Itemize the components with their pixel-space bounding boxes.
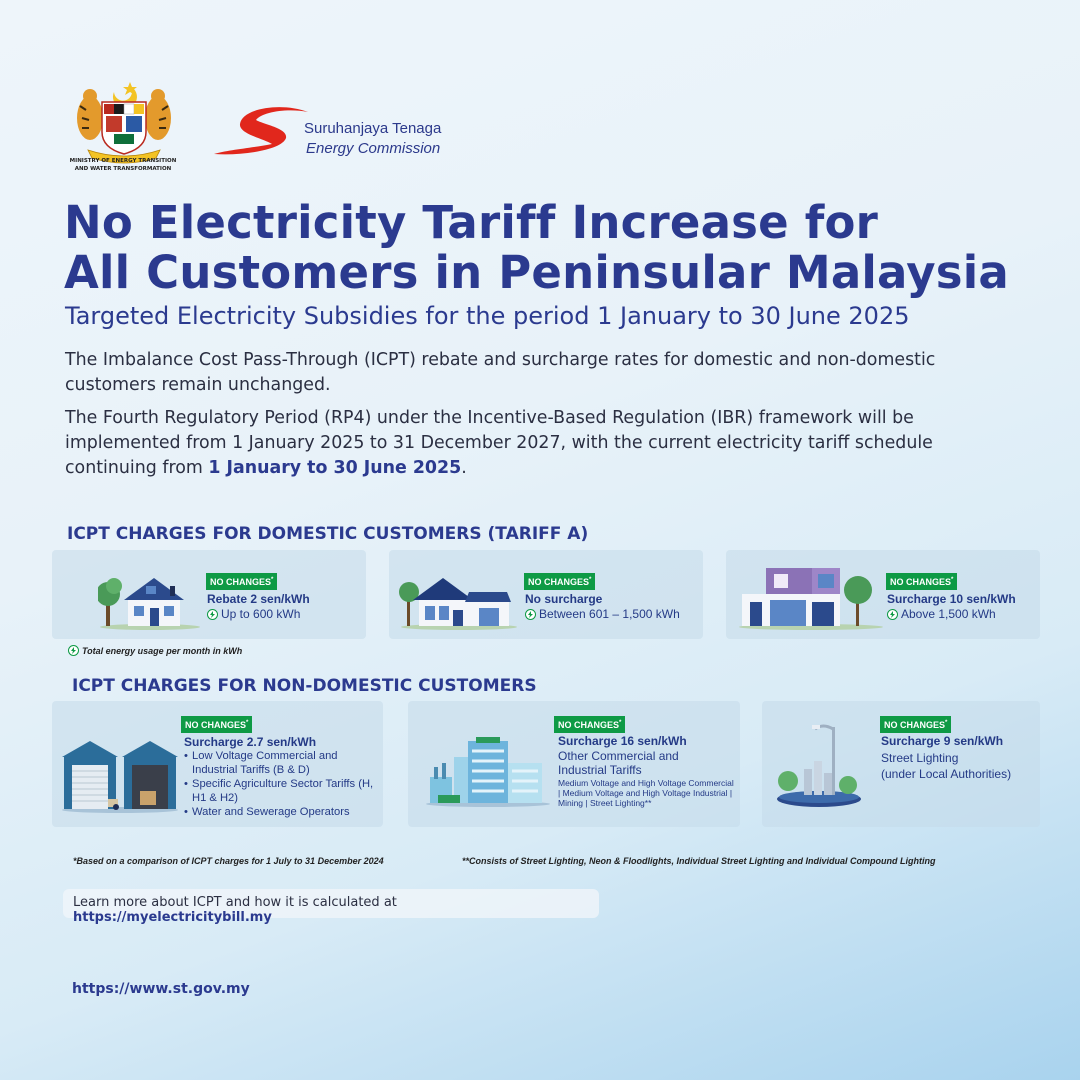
large-house-icon — [738, 564, 884, 630]
no-changes-badge: NO CHANGES* — [206, 573, 277, 590]
lightning-icon — [887, 609, 898, 620]
page-title — [64, 198, 1054, 298]
ministry-name: MINISTRY OF ENERGY TRANSITION AND WATER TRANSFORMATION — [69, 158, 177, 172]
nondomestic-small-2: Medium Voltage and High Voltage Commercial | Medium Voltage and High Voltage Industrial | Mining | Street Lighting** — [558, 778, 734, 808]
nondomestic-card-low-voltage — [52, 701, 383, 827]
industrial-building-icon — [424, 737, 552, 807]
nondomestic-desc-3a: Street Lighting — [881, 751, 959, 765]
nondomestic-card-street-lighting — [762, 701, 1040, 827]
energy-commission-swoosh-logo — [212, 104, 312, 160]
warehouse-icon — [60, 737, 180, 813]
low-voltage-list — [184, 750, 380, 821]
domestic-range-1: Up to 600 kWh — [207, 607, 300, 621]
list-item: • Water and Sewerage Operators — [184, 806, 380, 820]
no-changes-badge: NO CHANGES* — [886, 573, 957, 590]
domestic-note: Total energy usage per month in kWh — [68, 645, 242, 656]
domestic-card-rebate — [52, 550, 366, 639]
no-changes-badge: NO CHANGES* — [554, 716, 625, 733]
nondomestic-rate-2: Surcharge 16 sen/kWh — [558, 734, 687, 748]
small-house-icon — [98, 572, 202, 630]
page-subtitle: Targeted Electricity Subsidies for the period 1 January to 30 June 2025 — [65, 302, 910, 330]
list-item: • Low Voltage Commercial and Industrial Tariffs (B & D) — [184, 750, 380, 777]
domestic-rate-2: No surcharge — [525, 592, 603, 606]
rp4-period: 1 January to 30 June 2025 — [208, 458, 462, 478]
no-changes-badge: NO CHANGES* — [524, 573, 595, 590]
nondomestic-rate-3: Surcharge 9 sen/kWh — [881, 734, 1004, 748]
lightning-icon — [525, 609, 536, 620]
rp4-paragraph — [65, 406, 1025, 481]
domestic-card-no-surcharge — [389, 550, 703, 639]
title-line-2: All Customers in Peninsular Malaysia — [64, 246, 1009, 299]
rp4-text: The Fourth Regulatory Period (RP4) under the Incentive-Based Regulation (IBR) framework will be implemented from 1 January 2025 to 31 December 2027, with the current electricity tariff schedule continuing from — [65, 408, 933, 478]
footnote-comparison: *Based on a comparison of ICPT charges for 1 July to 31 December 2024 — [73, 856, 384, 866]
domestic-range-3: Above 1,500 kWh — [887, 607, 996, 621]
list-item: • Specific Agriculture Sector Tariffs (H, H1 & H2) — [184, 778, 380, 805]
commission-subtitle: Energy Commission — [306, 140, 441, 157]
nondomestic-desc-3b: (under Local Authorities) — [881, 767, 1012, 781]
no-changes-badge: NO CHANGES* — [880, 716, 951, 733]
footnote-street-lighting: **Consists of Street Lighting, Neon & Floodlights, Individual Street Lighting and Individual Compound Lighting — [462, 856, 936, 866]
nondomestic-desc-2: Other Commercial and Industrial Tariffs — [558, 749, 679, 777]
medium-house-icon — [399, 574, 519, 630]
lightning-icon — [68, 645, 79, 656]
learn-more-text: Learn more about ICPT and how it is calculated at — [73, 895, 397, 910]
nondomestic-rate-1: Surcharge 2.7 sen/kWh — [184, 735, 317, 749]
domestic-section-heading: ICPT CHARGES FOR DOMESTIC CUSTOMERS (TARIFF A) — [67, 524, 589, 544]
lightning-icon — [207, 609, 218, 620]
website-link[interactable]: https://www.st.gov.my — [72, 981, 250, 997]
myelectricitybill-link[interactable]: https://myelectricitybill.my — [73, 910, 272, 925]
commission-name: Suruhanjaya Tenaga — [304, 120, 442, 137]
domestic-rate-3: Surcharge 10 sen/kWh — [887, 592, 1016, 606]
learn-more-box — [63, 889, 599, 925]
domestic-range-2: Between 601 – 1,500 kWh — [525, 607, 680, 621]
domestic-card-surcharge — [726, 550, 1040, 639]
street-light-icon — [774, 721, 864, 807]
no-changes-badge: NO CHANGES* — [181, 716, 252, 733]
domestic-rate-1: Rebate 2 sen/kWh — [207, 592, 310, 606]
rp4-end: . — [461, 458, 467, 478]
nondomestic-card-commercial — [408, 701, 740, 827]
intro-paragraph: The Imbalance Cost Pass-Through (ICPT) rebate and surcharge rates for domestic and non-domestic customers remain unchanged. — [65, 350, 936, 395]
nondomestic-section-heading: ICPT CHARGES FOR NON-DOMESTIC CUSTOMERS — [72, 676, 537, 696]
title-line-1: No Electricity Tariff Increase for — [64, 196, 879, 249]
